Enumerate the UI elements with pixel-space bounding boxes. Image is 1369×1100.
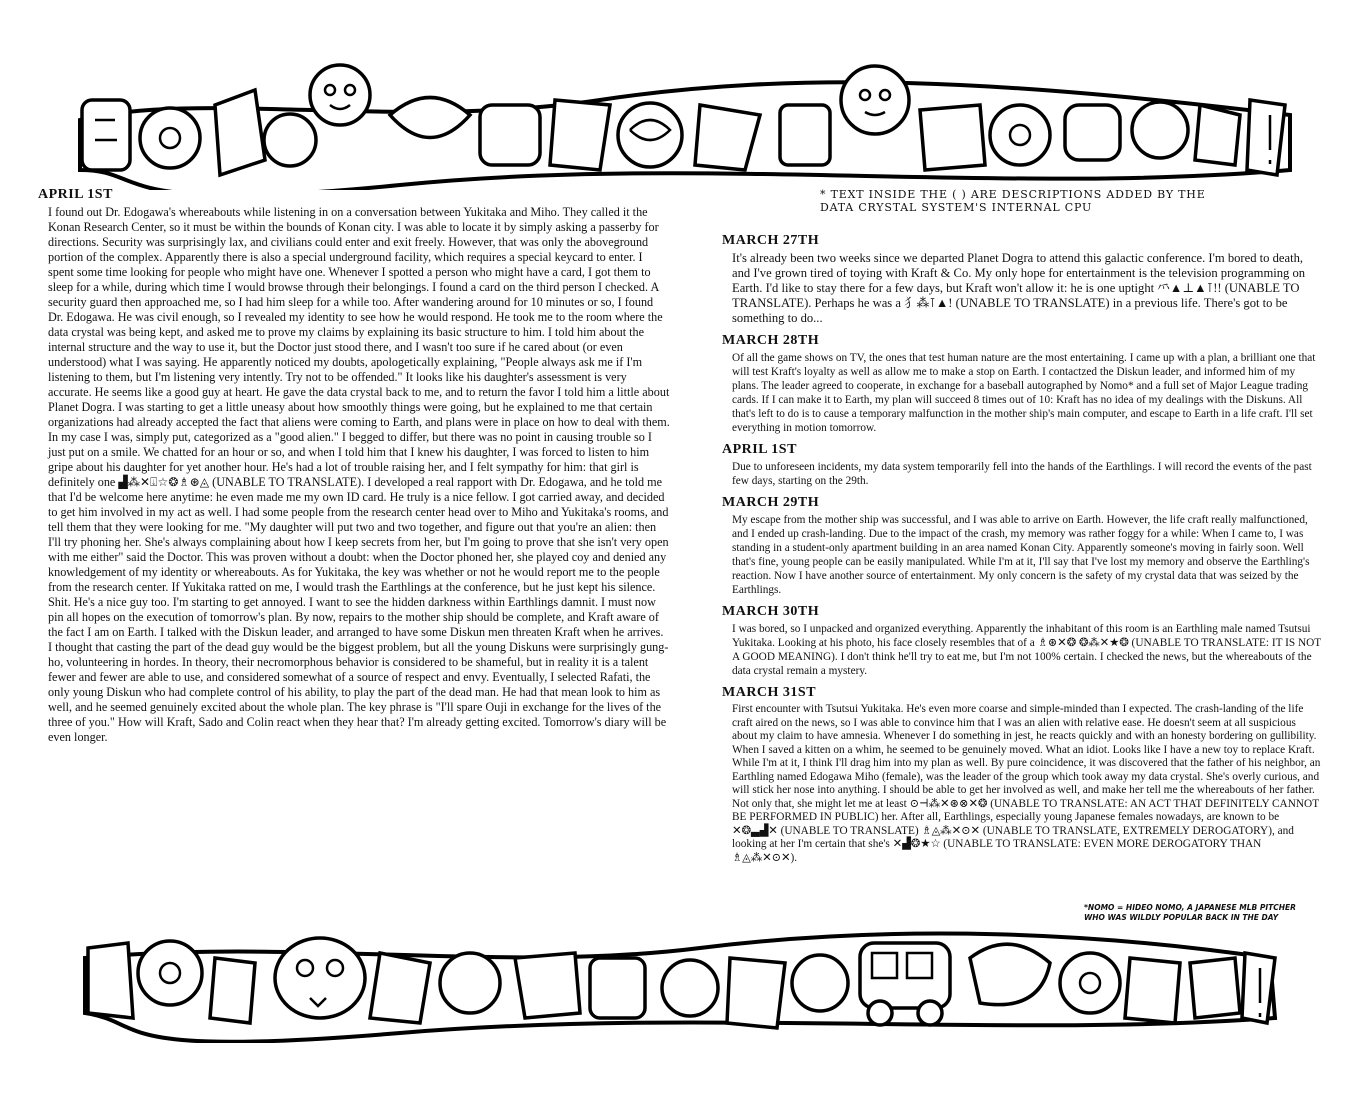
entry-body: I was bored, so I unpacked and organized everything. Apparently the inhabitant of this room is an Earthling male named Tsutsui Yukitaka. Looking at his photo, his face closely resembles that of a ♗⊛✕❂ ❂⁂✕★❂ (UNABLE TO TRANSLATE: IT IS NOT A GOOD MEANING). I don't think he'll try to eat me, but I'm not 100% certain. I checked the news, but the whereabouts of the data crystal remain a mystery. (732, 623, 1321, 677)
top-graffiti-banner (0, 60, 1369, 190)
entry-heading: MARCH 29TH (722, 495, 820, 510)
entry-heading: MARCH 31ST (722, 685, 817, 700)
entry-march-29 (722, 494, 1322, 597)
entry-heading: APRIL 1ST (38, 187, 113, 202)
left-column (38, 186, 670, 751)
translation-note: * TEXT INSIDE THE ( ) ARE DESCRIPTIONS ADDED BY THE DATA CRYSTAL SYSTEM'S INTERNAL CPU (820, 188, 1206, 214)
entry-march-30 (722, 603, 1322, 678)
bottom-graffiti-banner (0, 918, 1369, 1043)
entry-body: My escape from the mother ship was successful, and I was able to arrive on Earth. However, the life craft really malfunctioned, and I ended up crash-landing. Due to the impact of the crash, my memory was rather foggy for a while: When I came to, I was standing in a student-only apartment building in an area named Konan City. Apparently someone's moving in fairly soon. Well that's fine, young people can be easily manipulated. While I'm at it, I'll say that I've lost my memory and observe the Earthling's reaction. Now I have another source of entertainment. My only concern is the safety of my crystal data that was seized by the Earthlings. (732, 514, 1310, 596)
entry-heading: MARCH 27TH (722, 233, 820, 248)
entry-march-31 (722, 684, 1322, 865)
entry-heading: APRIL 1ST (722, 442, 797, 457)
nomo-footnote: *NOMO = HIDEO NOMO, A JAPANESE MLB PITCHER WHO WAS WILDLY POPULAR BACK IN THE DAY (1084, 903, 1296, 922)
entry-body: Due to unforeseen incidents, my data system temporarily fell into the hands of the Earthlings. I will record the events of the past few days, starting on the 29th. (732, 461, 1312, 487)
entry-march-27 (722, 232, 1322, 326)
entry-body: Of all the game shows on TV, the ones that test human nature are the most entertaining. I came up with a plan, a brilliant one that will test Kraft's loyalty as well as allow me to make a stop on Earth. I contactzed the Diskun leader, and informed him of my plans. The leader agreed to cooperate, in exchange for a baseball autographed by Nomo* and a full set of Major League trading cards. If I can make it to Earth, my plan will succeed 8 times out of 10: Kraft has no idea of my dealings with the Diskuns. All that's left to do is to cause a temporary malfunction in the mother ship's main computer, and escape to Earth in a life craft. I'll set everything in motion tomorrow. (732, 352, 1316, 434)
entry-heading: MARCH 30TH (722, 604, 820, 619)
right-column (722, 188, 1322, 871)
entry-body: I found out Dr. Edogawa's whereabouts while listening in on a conversation between Yukitaka and Miho. They called it the Konan Research Center, so it must be within the bounds of Konan city. I was able to locate it by simply asking a passerby for directions. Security was surprisingly lax, and civilians could enter and exit freely. However, that was only the aboveground portion of the complex. Apparently there is also a special underground facility, which requires a special keycard to enter. I spent some time looking for people who might have one. Whenever I spotted a person who might have a card, I got them to sleep for a while, during which time I would browse through their belongings. I found a card on the third person I checked. A security guard then approached me, so I had him sleep for a while too. After wandering around for 10 minutes or so, I found Dr. Edogawa. He was civil enough, so I revealed my identity to see how he would respond. He took me to the room where the data crystal was being kept, and asked me to prove my claims by explaining its basic structure to him. I told him about the internal structure and the way to use it, but the Doctor just stood there, and I wasn't too sure if he cared about (or even understood) what I was saying. He apparently noticed my doubts, apologetically explaining, "People always ask me if I'm listening to them, but I'm listening very intently. Try not to be offended." It looks like his daughter's assessment is very accurate. He seems like a good guy at heart. He gave the data crystal back to me, and to return the favor I told him a little about Planet Dogra. I was starting to get a little uneasy about how smoothly things were going, but he explained to me that certain organizations had already accepted the fact that aliens were coming to Earth, and plans were in place on how to deal with them. In my case I was, simply put, categorized as a "good alien." I begged to differ, but there was no point in causing trouble so I just put on a smile. We chatted for an hour or so, and when I told him that I knew his daughter, I was forced to listen to him gripe about his daughter for yet another hour. He's had a lot of trouble raising her, and I felt sympathy for him: that girl is definitely one ▟⁂✕⍗☆❂♗⊛◬ (UNABLE TO TRANSLATE). I developed a real rapport with Dr. Edogawa, and he told me that I'd be welcome here anytime: he even made me my own ID card. He truly is a nice fellow. I got carried away, and decided to get him involved in my act as well. I had some people from the research center head over to Miho and Yukitaka's rooms, and tell them that they were looking for me. "My daughter will put two and two together, and figure out that you're an alien: then I'll try phoning her. She's always complaining about how I keep secrets from her, but I'm going to prove that she isn't very open with me either" said the Doctor. This was proven without a doubt: when the Doctor phoned her, she played coy and denied any knowledgement of my identity or whereabouts. As for Yukitaka, the key was whether or not he would report me to the people from the research center. If Yukitaka ratted on me, I would trash the Earthlings at the conference, but he just kept his silence. Shit. He's a nice guy too. I'm starting to get annoyed. I want to see the hidden darkness within Earthlings damnit. I must now pin all hopes on the execution of tomorrow's plan. By now, repairs to the mother ship should be complete, and Kraft aware of the fact I am on Earth. I talked with the Diskun leader, and arranged to have some Diskun men threaten Kraft when he arrives. I thought that casting the part of the dead guy would be the biggest problem, but all the young Diskuns were surprisingly gung-ho, volunteering in hordes. In theory, their necromorphous behavior is considered to be shameful, but in reality it is a talent fewer and fewer are able to use, and considered somewhat of a source of respect and envy. Eventually, I selected Rafati, the only young Diskun who had complete control of his ability, to play the part of the dead man. He had that mean look to him as well, and he seemed genuinely excited about the whole plan. The key phrase is "I'll spare Ouji in exchange for the lives of the three of you." How will Kraft, Sado and Colin react when they hear that? I'm already getting excited. Tomorrow's diary will be even longer. (48, 205, 670, 744)
entry-body: It's already been two weeks since we departed Planet Dogra to attend this galactic conference. I'm bored to death, and I've grown tired of toying with Kraft & Co. My only hope for entertainment is the television programming on Earth. I'd like to stay there for a few days, but Kraft won't allow it: he is one uptight ⺤▲⊥▲⊺!! (UNABLE TO TRANSLATE). Perhaps he was a ⺨⁂⊺▲! (UNABLE TO TRANSLATE) in a previous life. There's got to be something to do... (732, 251, 1306, 325)
entry-march-28 (722, 332, 1322, 435)
entry-april-1 (722, 441, 1322, 488)
entry-heading: MARCH 28TH (722, 333, 820, 348)
entry-body: First encounter with Tsutsui Yukitaka. He's even more coarse and simple-minded than I expected. The crash-landing of the life craft aired on the news, so I was able to convince him that I was an alien with relative ease. He doesn't seem at all suspicious about my claim to have amnesia. Whenever I do something in jest, he reacts quickly and with an honesty bordering on gullibility. When I saved a kitten on a whim, he seemed to be genuinely moved. What an idiot. Looks like I have a new toy to replace Kraft. While I'm at it, I think I'll drag him into my plan as well. By pure coincidence, it was discovered that the father of his neighbor, an Earthling named Edogawa Miho (female), was the leader of the group which took away my data crystal. She's overly curious, and will stick her nose into anything. I should be able to get her involved as well, and make her tell me the whereabouts of her father. Not only that, she might let me at least ⊙⊣⁂✕⊛⊗✕❂ (UNABLE TO TRANSLATE: AN ACT THAT DEFINITELY CANNOT BE PERFORMED IN PUBLIC) her. After all, Earthlings, especially young Japanese females nowadays, are known to be ✕❂▃▟✕ (UNABLE TO TRANSLATE) ♗◬⁂✕⊙✕ (UNABLE TO TRANSLATE, EXTREMELY DEROGATORY), and looking at her I'm certain that she's ✕▟❂★☆ (UNABLE TO TRANSLATE: EVEN MORE DEROGATORY THAN ♗◬⁂✕⊙✕). (732, 703, 1321, 864)
